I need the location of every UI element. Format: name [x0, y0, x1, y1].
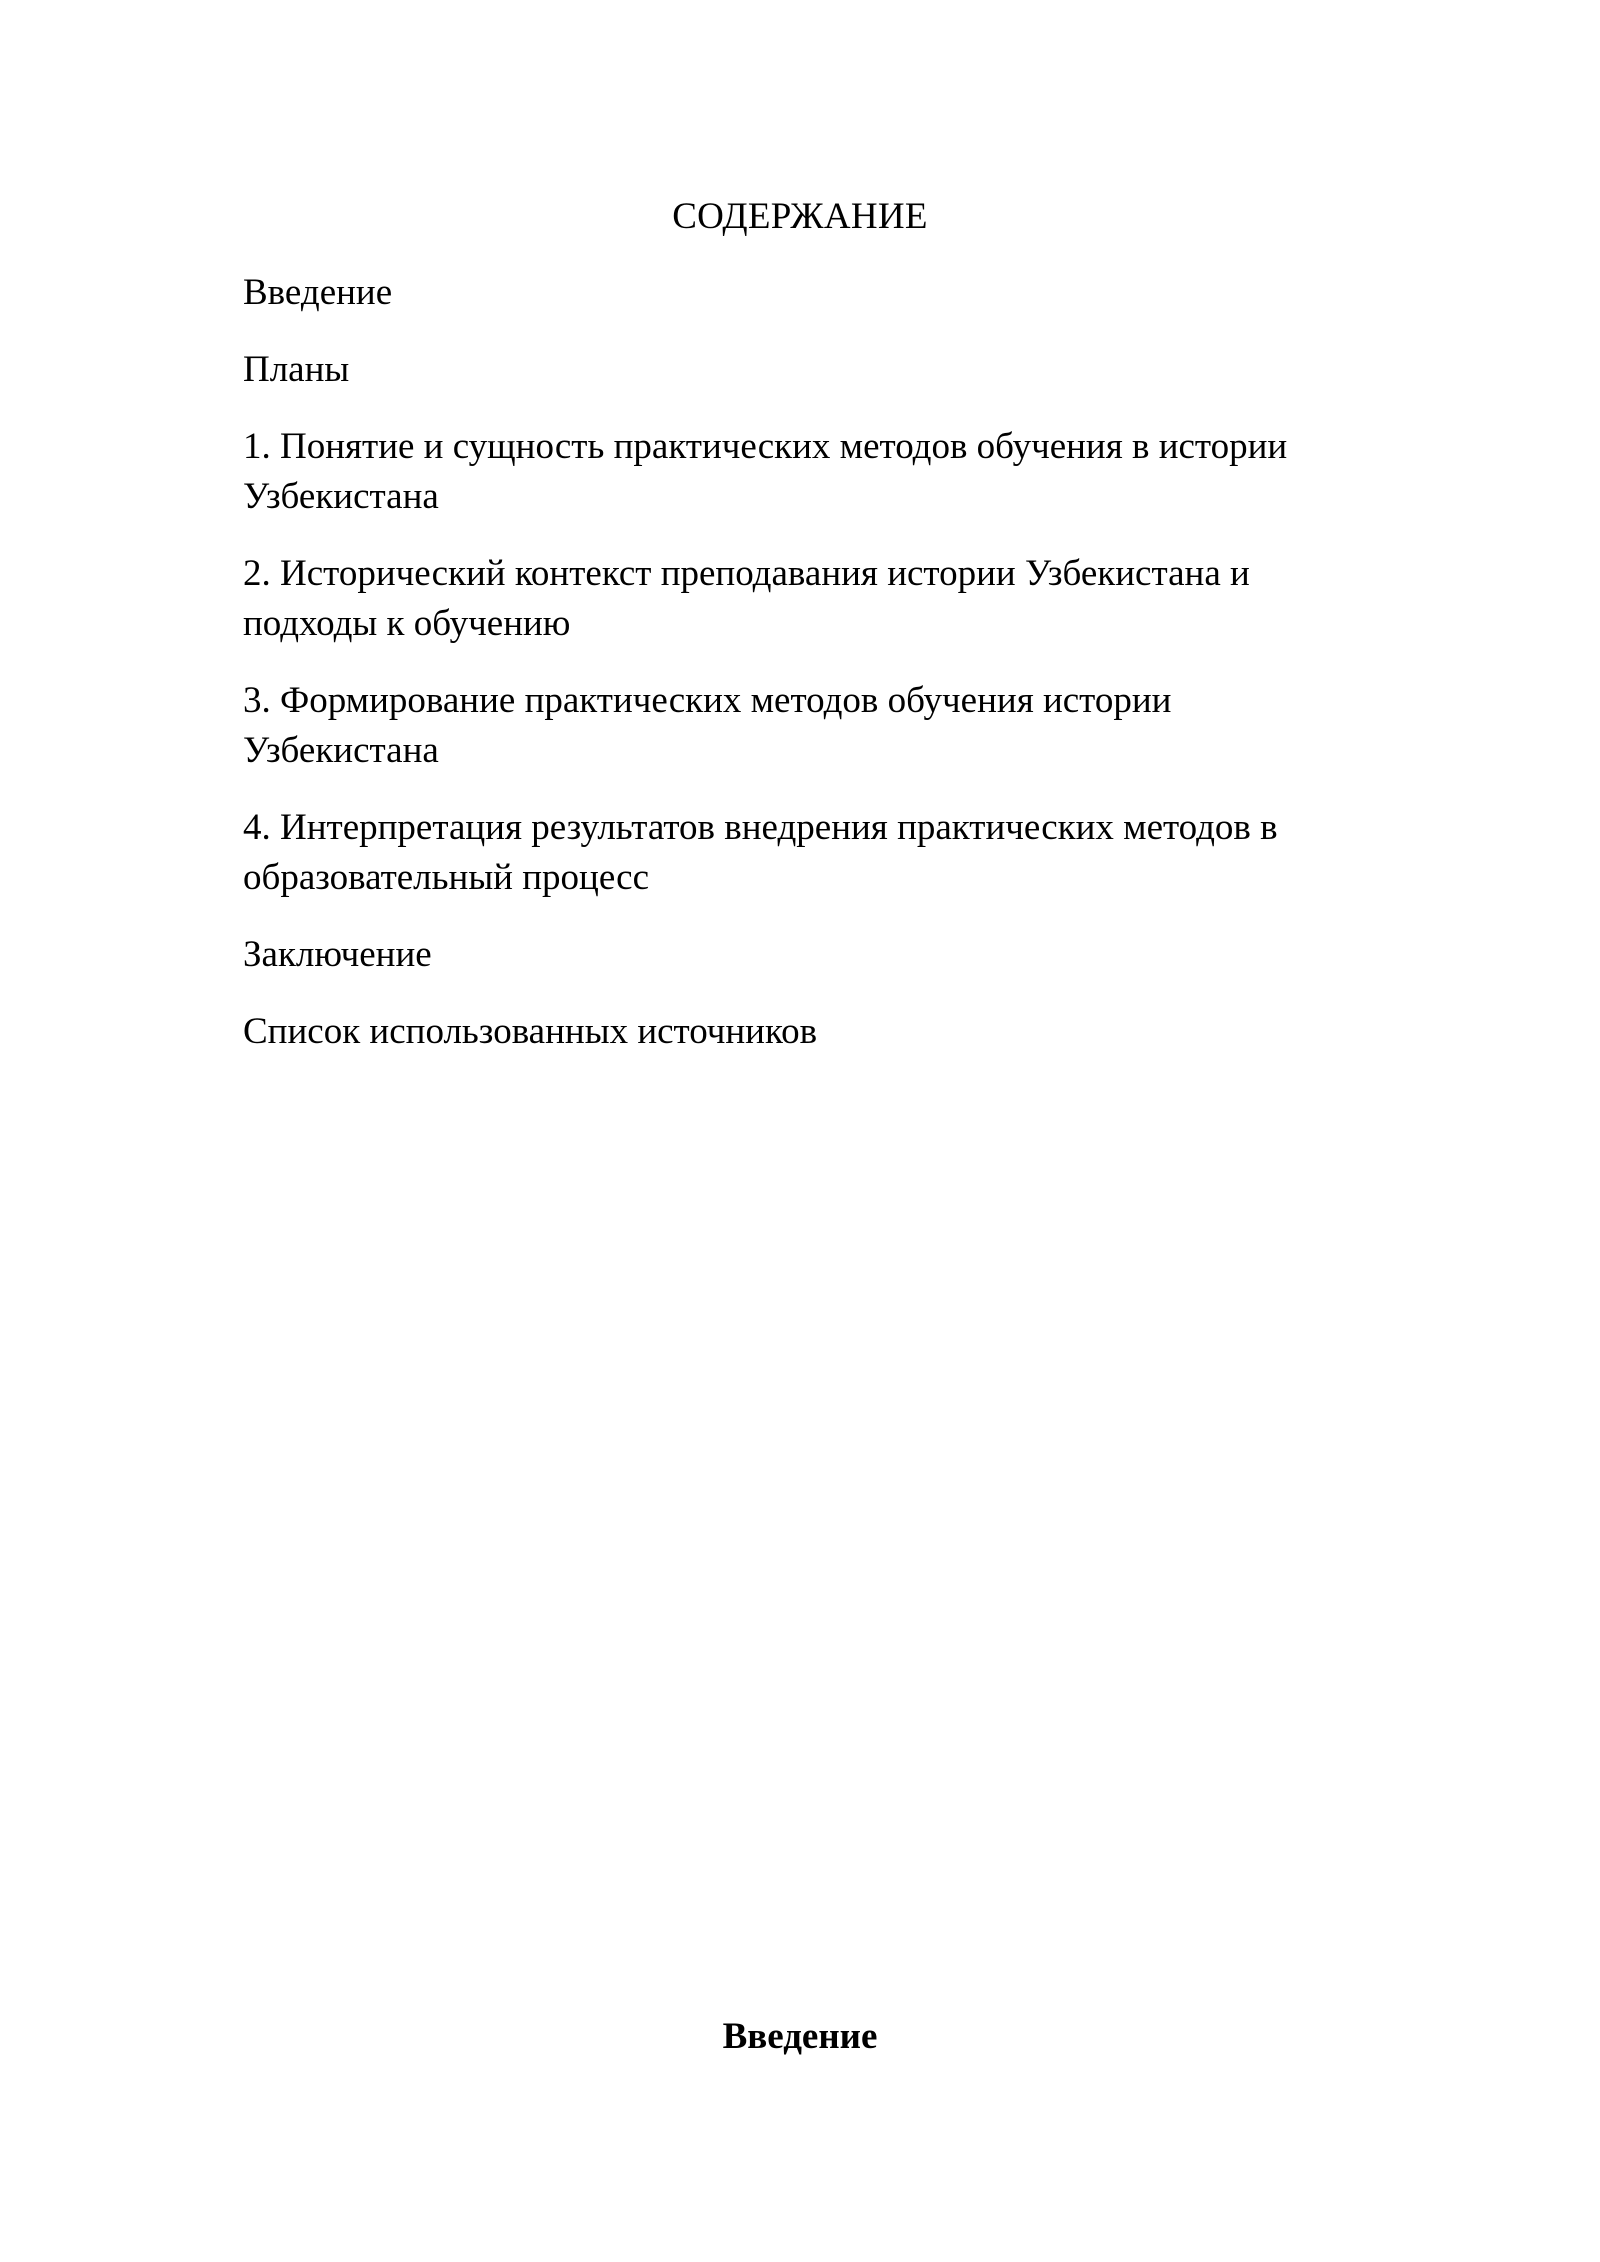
section-heading-introduction: Введение [722, 2016, 878, 2057]
toc-item-chapter-3: 3. Формирование практических методов обучения истории Узбекистана [243, 680, 1172, 771]
toc-title: СОДЕРЖАНИЕ [672, 196, 928, 237]
table-of-contents [243, 268, 1353, 1084]
toc-item-chapter-2: 2. Исторический контекст преподавания истории Узбекистана и подходы к обучению [243, 553, 1250, 644]
toc-item-chapter-4: 4. Интерпретация результатов внедрения практических методов в образовательный процесс [243, 807, 1278, 898]
toc-item-plans: Планы [243, 349, 350, 390]
toc-item-chapter-1: 1. Понятие и сущность практических методов обучения в истории Узбекистана [243, 426, 1288, 517]
toc-item-introduction: Введение [243, 272, 393, 313]
toc-item-references: Список использованных источников [243, 1011, 818, 1052]
toc-item-conclusion: Заключение [243, 934, 432, 975]
